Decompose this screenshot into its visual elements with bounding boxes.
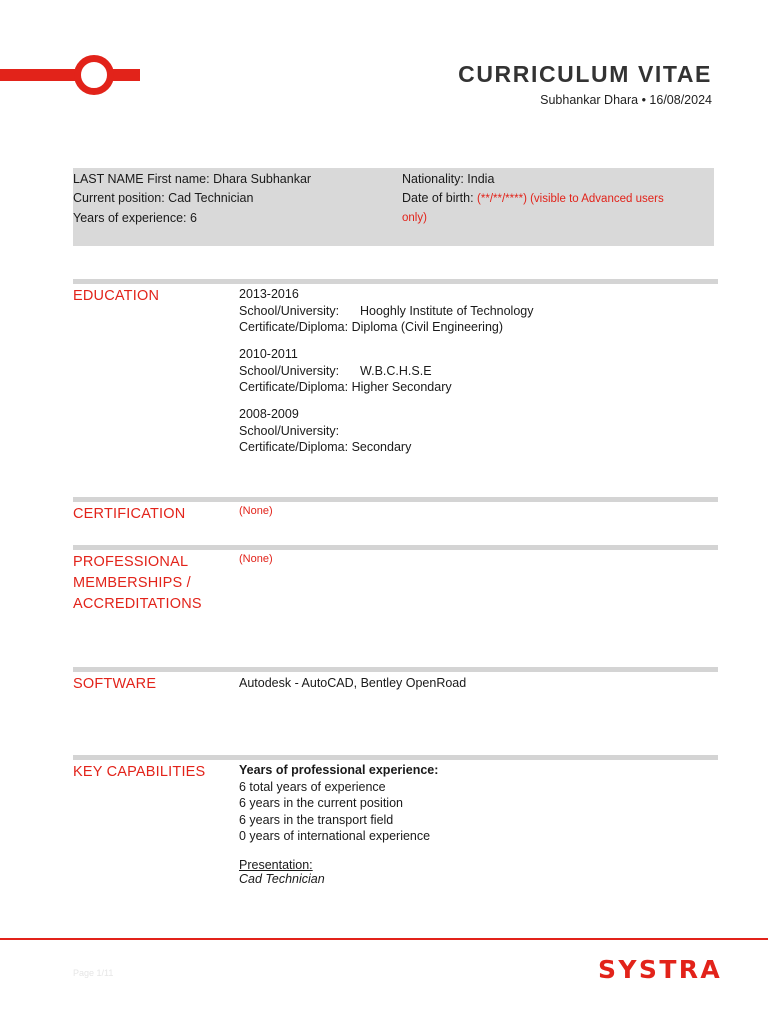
footer-rule	[0, 938, 768, 940]
section-divider	[73, 497, 718, 502]
certification-label: CERTIFICATION	[73, 506, 186, 522]
cert-value: Diploma (Civil Engineering)	[351, 320, 504, 334]
school-value: Hooghly Institute of Technology	[360, 303, 534, 318]
education-years: 2010-2011	[239, 347, 298, 361]
section-divider	[73, 545, 718, 550]
education-entry	[239, 346, 452, 396]
page-number: Page 1/11	[73, 968, 114, 978]
cert-key: Certificate/Diploma:	[239, 440, 349, 454]
experience-line: Years of experience: 6	[73, 211, 197, 225]
capability-line: 6 years in the transport field	[239, 812, 394, 827]
section-divider	[73, 279, 718, 284]
cert-key: Certificate/Diploma:	[239, 320, 349, 334]
school-key: School/University:	[239, 423, 340, 438]
capability-line: 6 total years of experience	[239, 779, 386, 794]
capabilities-label: KEY CAPABILITIES	[73, 764, 206, 780]
education-entry	[239, 406, 411, 456]
dob-value: (**/**/****) (visible to Advanced users	[477, 193, 664, 205]
cert-value: Secondary	[351, 440, 412, 454]
document-subtitle: Subhankar Dhara • 16/08/2024	[540, 93, 712, 107]
education-years: 2008-2009	[239, 407, 299, 421]
education-label: EDUCATION	[73, 288, 160, 304]
capability-line: 0 years of international experience	[239, 829, 431, 843]
memberships-label-line: ACCREDITATIONS	[73, 596, 202, 612]
memberships-value: (None)	[239, 553, 273, 565]
software-label: SOFTWARE	[73, 676, 157, 692]
school-key: School/University:	[239, 363, 340, 378]
capability-line: 6 years in the current position	[239, 796, 403, 810]
name-line: LAST NAME First name: Dhara Subhankar	[73, 172, 312, 186]
position-line: Current position: Cad Technician	[73, 191, 254, 205]
school-value: W.B.C.H.S.E	[360, 363, 432, 378]
section-divider	[73, 667, 718, 672]
memberships-label	[73, 552, 233, 615]
memberships-label-line: PROFESSIONAL	[73, 554, 189, 570]
systra-logo: SYSTRA	[598, 955, 723, 984]
education-entry	[239, 286, 534, 336]
nationality-line: Nationality: India	[402, 172, 495, 186]
document-title: CURRICULUM VITAE	[458, 61, 712, 87]
logo-ring-icon	[74, 55, 114, 95]
certification-value: (None)	[239, 505, 273, 517]
software-value: Autodesk - AutoCAD, Bentley OpenRoad	[239, 676, 467, 690]
presentation-block	[239, 858, 325, 886]
dob-value-continued: only)	[402, 212, 427, 224]
memberships-label-line: MEMBERSHIPS /	[73, 575, 191, 591]
dob-line	[402, 191, 664, 205]
presentation-value: Cad Technician	[239, 872, 325, 886]
education-years: 2013-2016	[239, 287, 299, 301]
section-divider	[73, 755, 718, 760]
capabilities-block	[239, 762, 438, 845]
dob-label: Date of birth:	[402, 191, 478, 205]
presentation-label: Presentation:	[239, 858, 313, 872]
capabilities-heading: Years of professional experience:	[239, 763, 439, 777]
cert-value: Higher Secondary	[351, 380, 452, 394]
logo-bar	[0, 69, 140, 81]
school-key: School/University:	[239, 303, 340, 318]
cert-key: Certificate/Diploma:	[239, 380, 349, 394]
